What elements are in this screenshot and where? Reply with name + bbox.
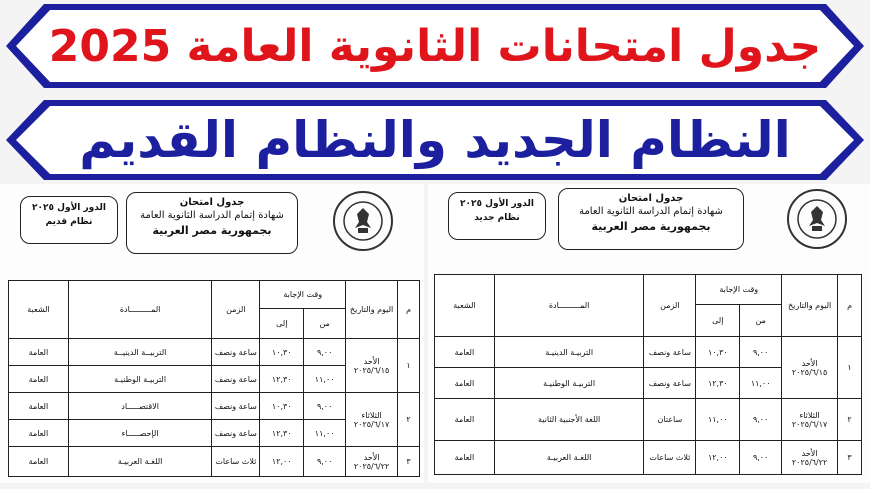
row-num: ٢ [838, 399, 862, 441]
exam-title-box [558, 188, 744, 250]
col-header-from: من [740, 305, 782, 337]
branch: العامة [9, 393, 69, 420]
col-header-day: اليوم والتاريخ [346, 281, 398, 339]
col-header-day: اليوم والتاريخ [782, 275, 838, 337]
branch: العامة [435, 399, 495, 441]
exam-system: نظام قديم [45, 217, 93, 227]
duration: ساعة ونصف [644, 337, 696, 368]
time-from: ١١,٠٠ [740, 368, 782, 399]
row-day [346, 447, 398, 477]
exam-round: الدور الأول ٢٠٢٥ [460, 199, 534, 209]
time-from: ٩,٠٠ [304, 339, 346, 366]
row-day [782, 441, 838, 475]
branch: العامة [435, 368, 495, 399]
row-num: ١ [838, 337, 862, 399]
day-date: ٢٠٢٥/٦/٢٢ [353, 461, 390, 471]
row-num: ٢ [398, 393, 420, 447]
col-header-subject: المـــــــــادة [494, 275, 644, 337]
exam-certificate: شهادة إتمام الدراسة الثانوية العامة [140, 210, 284, 221]
branch: العامة [9, 447, 69, 477]
exam-round: الدور الأول ٢٠٢٥ [32, 203, 106, 213]
row-day [346, 339, 398, 393]
duration: ساعة ونصف [212, 420, 260, 447]
col-header-to: إلى [260, 309, 304, 339]
time-to: ١٢,٣٠ [696, 368, 740, 399]
exam-title-box [126, 192, 298, 254]
col-header-branch: الشعبة [435, 275, 495, 337]
table-row [435, 399, 862, 441]
branch: العامة [435, 441, 495, 475]
row-day [782, 337, 838, 399]
schedule-sheet-new-system [428, 184, 870, 489]
table-row [9, 339, 420, 366]
day-date: ٢٠٢٥/٦/٢٢ [791, 457, 828, 467]
time-to: ١٢,٣٠ [260, 366, 304, 393]
day-name: الأحد [801, 448, 818, 458]
schedule-sheet-old-system [0, 184, 424, 489]
table-row [435, 337, 862, 368]
subject: اللغة الأجنبية الثانية [494, 399, 644, 441]
time-to: ١٢,٣٠ [260, 420, 304, 447]
ministry-seal-icon [332, 190, 394, 252]
subject: التربيـة الدينيـة [494, 337, 644, 368]
time-to: ١٠,٣٠ [260, 339, 304, 366]
table-row [435, 441, 862, 475]
col-header-branch: الشعبة [9, 281, 69, 339]
time-to: ١٠,٣٠ [696, 337, 740, 368]
subject: اللغـة العربيـة [494, 441, 644, 475]
row-day [346, 393, 398, 447]
exam-system: نظام جديد [474, 213, 520, 223]
time-from: ٩,٠٠ [740, 441, 782, 475]
col-header-duration: الزمن [212, 281, 260, 339]
col-header-num: م [838, 275, 862, 337]
row-num: ٣ [398, 447, 420, 477]
time-to: ١١,٠٠ [696, 399, 740, 441]
exam-round-box [448, 192, 546, 240]
title-banner [4, 2, 866, 90]
branch: العامة [9, 339, 69, 366]
time-to: ١٠,٣٠ [260, 393, 304, 420]
table-row [9, 393, 420, 420]
table-row [9, 447, 420, 477]
time-to: ١٢,٠٠ [260, 447, 304, 477]
branch: العامة [9, 420, 69, 447]
col-header-num: م [398, 281, 420, 339]
time-from: ٩,٠٠ [740, 337, 782, 368]
duration: ثلاث ساعات [644, 441, 696, 475]
sheet-header [0, 188, 424, 272]
row-num: ٣ [838, 441, 862, 475]
day-name: الثلاثاء [361, 410, 382, 420]
subtitle-banner [4, 98, 866, 182]
col-header-time: وقت الإجابة [260, 281, 346, 309]
duration: ساعة ونصف [212, 339, 260, 366]
exam-country: بجمهورية مصر العربية [591, 220, 711, 233]
schedule-table [434, 274, 862, 475]
sheet-cutoff [428, 483, 870, 489]
exam-country: بجمهورية مصر العربية [152, 224, 272, 237]
ministry-seal-icon [786, 188, 848, 250]
day-name: الأحد [363, 356, 380, 366]
duration: ساعة ونصف [212, 393, 260, 420]
subject: الإحصـــــاء [68, 420, 211, 447]
exam-certificate: شهادة إتمام الدراسة الثانوية العامة [579, 206, 723, 217]
day-date: ٢٠٢٥/٦/١٧ [791, 419, 828, 429]
col-header-to: إلى [696, 305, 740, 337]
col-header-duration: الزمن [644, 275, 696, 337]
subject: التربيـة الوطنيـة [68, 366, 211, 393]
exam-round-box [20, 196, 118, 244]
subject: التربيــة الدينيــة [68, 339, 211, 366]
time-from: ٩,٠٠ [304, 393, 346, 420]
banner-title: جدول امتحانات الثانوية العامة 2025 [48, 20, 822, 72]
duration: ثلاث ساعات [212, 447, 260, 477]
time-from: ١١,٠٠ [304, 420, 346, 447]
banner-subtitle: النظام الجديد والنظام القديم [79, 111, 791, 169]
row-day [782, 399, 838, 441]
branch: العامة [9, 366, 69, 393]
subject: اللغـة العربيـة [68, 447, 211, 477]
day-date: ٢٠٢٥/٦/١٧ [353, 419, 390, 429]
day-name: الأحد [801, 358, 818, 368]
exam-title: جدول امتحان [179, 197, 245, 208]
sheet-header [428, 188, 870, 272]
subject: التربيـة الوطنيـة [494, 368, 644, 399]
time-from: ١١,٠٠ [304, 366, 346, 393]
branch: العامة [435, 337, 495, 368]
col-header-from: من [304, 309, 346, 339]
col-header-subject: المـــــــــادة [68, 281, 211, 339]
duration: ساعة ونصف [644, 368, 696, 399]
subject: الاقتصـــــاد [68, 393, 211, 420]
row-num: ١ [398, 339, 420, 393]
time-from: ٩,٠٠ [304, 447, 346, 477]
sheet-cutoff [0, 483, 424, 489]
day-name: الثلاثاء [799, 410, 820, 420]
day-date: ٢٠٢٥/٦/١٥ [791, 367, 828, 377]
time-to: ١٢,٠٠ [696, 441, 740, 475]
day-date: ٢٠٢٥/٦/١٥ [353, 365, 390, 375]
duration: ساعتان [644, 399, 696, 441]
col-header-time: وقت الإجابة [696, 275, 782, 305]
schedule-table [8, 280, 420, 477]
exam-title: جدول امتحان [618, 193, 684, 204]
day-name: الأحد [363, 452, 380, 462]
duration: ساعة ونصف [212, 366, 260, 393]
time-from: ٩,٠٠ [740, 399, 782, 441]
